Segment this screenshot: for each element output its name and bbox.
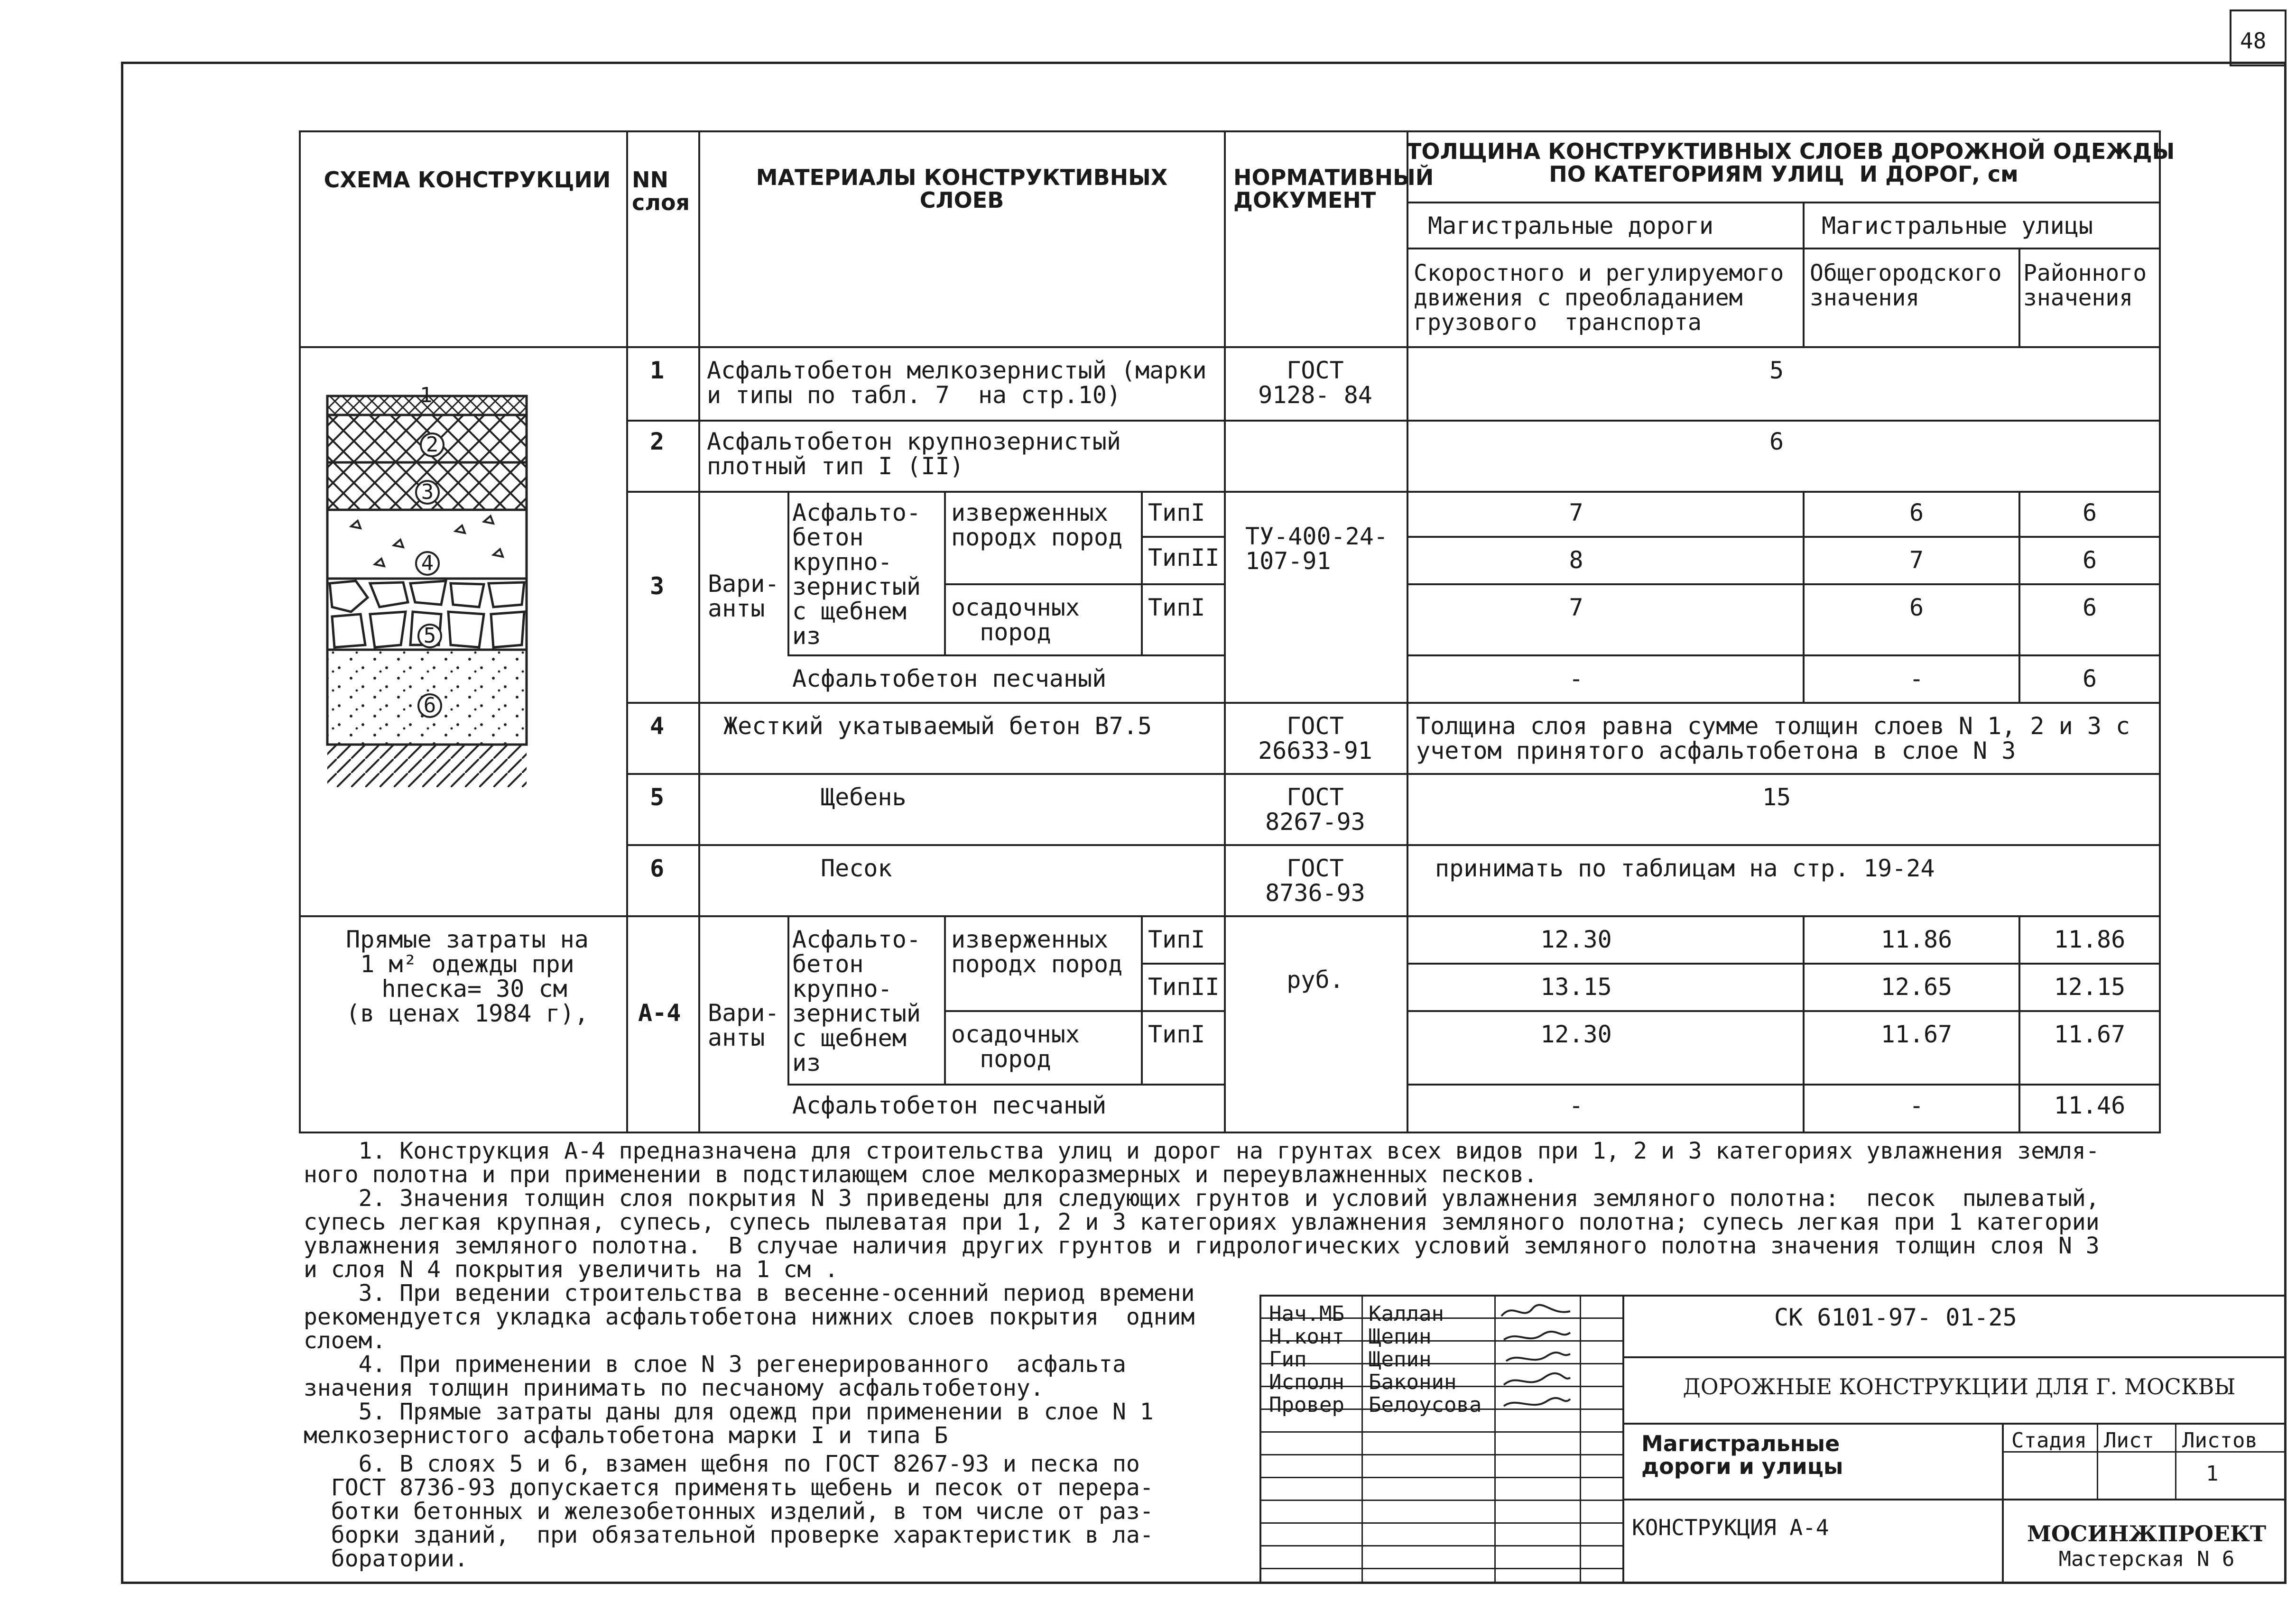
row4-value: Толщина слоя равна сумме толщин слоев N 1, 2 и 3 с учетом принятого асфальтобетона в слое N 3 bbox=[1416, 712, 2130, 764]
row3-sedimentary: осадочных пород bbox=[951, 594, 1080, 646]
signatures bbox=[1499, 1302, 1575, 1420]
a4-v32: 11.46 bbox=[2054, 1092, 2126, 1119]
row4-doc: ГОСТ 26633-91 bbox=[1258, 712, 1372, 764]
row3-ac-label: Асфальто- бетон крупно- зернистый с щебнем из bbox=[792, 499, 921, 650]
stamp-role-1: Нач.МБ bbox=[1269, 1302, 1344, 1326]
table-rule bbox=[787, 1084, 1224, 1086]
stamp-rule bbox=[1259, 1454, 1622, 1455]
notes-line-2: ного полотна и при применении в подстилающем слое мелкоразмерных и переувлажненных песков. bbox=[304, 1161, 1537, 1188]
notes-line-12: 5. Прямые затраты даны для одежд при применении в слое N 1 bbox=[304, 1399, 1154, 1425]
stamp-rule bbox=[2002, 1423, 2004, 1584]
a4-variants: Вари- анты bbox=[708, 999, 779, 1051]
a4-v21: 11.67 bbox=[1880, 1021, 1953, 1048]
row3-v31: - bbox=[1909, 665, 1924, 692]
a4-no: А-4 bbox=[638, 999, 681, 1027]
notes-line-18: боратории. bbox=[304, 1546, 468, 1572]
schema-label-3: 3 bbox=[415, 480, 440, 505]
stamp-rule bbox=[1622, 1423, 2287, 1425]
row2-no: 2 bbox=[650, 428, 665, 455]
table-rule bbox=[1407, 963, 2161, 965]
table-rule bbox=[626, 491, 2161, 493]
header-layer-no: NN слоя bbox=[632, 167, 690, 215]
table-rule bbox=[698, 130, 700, 1133]
a4-v02: 11.86 bbox=[2054, 926, 2126, 953]
page-number: 48 bbox=[2240, 28, 2267, 54]
a4-type1: ТипI bbox=[1148, 926, 1205, 953]
stamp-name-4: Баконин bbox=[1369, 1370, 1457, 1394]
a4-sedimentary: осадочных пород bbox=[951, 1021, 1080, 1073]
notes-line-14: 6. В слоях 5 и 6, взамен щебня по ГОСТ 8267-93 и песка по bbox=[304, 1451, 1140, 1477]
row3-v01: 6 bbox=[1909, 499, 1924, 526]
row3-v10: 8 bbox=[1569, 546, 1583, 574]
header-materials: МАТЕРИАЛЫ КОНСТРУКТИВНЫХ СЛОЕВ bbox=[756, 165, 1168, 213]
table-rule bbox=[626, 702, 2161, 704]
table-rule bbox=[944, 491, 946, 654]
row6-no: 6 bbox=[650, 855, 665, 882]
stamp-rule bbox=[1580, 1295, 1581, 1584]
stamp-role-3: Гип bbox=[1269, 1347, 1307, 1371]
stamp-construction: КОНСТРУКЦИЯ А-4 bbox=[1632, 1515, 1829, 1540]
stamp-name-1: Каллан bbox=[1369, 1302, 1444, 1326]
stamp-rule bbox=[1259, 1431, 1622, 1433]
table-rule bbox=[626, 773, 2161, 775]
table-rule bbox=[698, 420, 1224, 422]
row1-value: 5 bbox=[1769, 357, 1784, 384]
stamp-sheet-header: Лист bbox=[2104, 1428, 2154, 1453]
table-rule bbox=[1407, 654, 2161, 656]
header-main-streets: Магистральные улицы bbox=[1822, 212, 2093, 239]
notes-line-1: 1. Конструкция А-4 предназначена для строительства улиц и дорог на грунтах всех видов при 1, 2 и 3 категориях увлажнения земля- bbox=[304, 1138, 2100, 1164]
row3-v02: 6 bbox=[2082, 499, 2097, 526]
row1-doc: ГОСТ 9128- 84 bbox=[1258, 357, 1372, 409]
stamp-role-5: Провер bbox=[1269, 1393, 1344, 1417]
table-rule bbox=[1407, 1084, 2161, 1086]
a4-v10: 13.15 bbox=[1540, 973, 1612, 1001]
row23-doc: ТУ-400-24- 107-91 bbox=[1245, 523, 1389, 575]
a4-doc: руб. bbox=[1287, 966, 1344, 994]
notes-line-9: слоем. bbox=[304, 1327, 386, 1354]
table-rule bbox=[1407, 202, 2161, 203]
row6-value: принимать по таблицам на стр. 19-24 bbox=[1435, 855, 1935, 882]
notes-line-7: 3. При ведении строительства в весенне-осенний период времени bbox=[304, 1280, 1195, 1307]
row5-no: 5 bbox=[650, 783, 665, 811]
a4-type1b: ТипI bbox=[1148, 1021, 1205, 1048]
table-rule bbox=[1407, 248, 2161, 249]
stamp-subject: Магистральные дороги и улицы bbox=[1641, 1431, 1843, 1479]
notes-line-16: ботки бетонных и железобетонных изделий, в том числе от раз- bbox=[304, 1498, 1154, 1525]
table-rule bbox=[1141, 915, 1143, 1084]
table-rule bbox=[1407, 583, 2161, 585]
notes-line-10: 4. При применении в слое N 3 регенерированного асфальта bbox=[304, 1351, 1126, 1378]
row3-v32: 6 bbox=[2082, 665, 2097, 692]
stamp-name-2: Щепин bbox=[1369, 1325, 1432, 1349]
notes-line-4: супесь легкая крупная, супесь, супесь пылеватая при 1, 2 и 3 категориях увлажнения земляного полотна; супесь легкая при 1 категории bbox=[304, 1209, 2100, 1235]
row3-igneous: изверженных породх пород bbox=[951, 499, 1123, 551]
row4-no: 4 bbox=[650, 712, 665, 740]
notes-line-6: и слоя N 4 покрытия увеличить на 1 см . bbox=[304, 1256, 839, 1283]
row6-doc: ГОСТ 8736-93 bbox=[1265, 855, 1365, 907]
stamp-code: СК 6101-97- 01-25 bbox=[1774, 1304, 2017, 1331]
header-sub-city: Общегородского значения bbox=[1810, 260, 2002, 311]
a4-v22: 11.67 bbox=[2054, 1021, 2126, 1048]
table-rule bbox=[299, 915, 2161, 917]
table-rule bbox=[626, 844, 2161, 846]
subgrade-hatch bbox=[327, 745, 527, 787]
notes-line-13: мелкозернистого асфальтобетона марки I и типа Б bbox=[304, 1422, 948, 1449]
row2-material: Асфальтобетон крупнозернистый плотный тип I (II) bbox=[707, 428, 1121, 480]
a4-v30: - bbox=[1569, 1092, 1583, 1119]
row6-material: Песок bbox=[821, 855, 892, 882]
row4-material: Жесткий укатываемый бетон В7.5 bbox=[723, 712, 1152, 740]
row3-type2: ТипII bbox=[1148, 544, 1220, 571]
a4-v00: 12.30 bbox=[1540, 926, 1612, 953]
a4-type2: ТипII bbox=[1148, 973, 1220, 1001]
stamp-rule bbox=[2097, 1423, 2098, 1499]
stamp-stage-header: Стадия bbox=[2011, 1428, 2087, 1453]
table-rule bbox=[944, 1010, 1224, 1012]
table-rule bbox=[1141, 536, 1224, 538]
table-rule bbox=[1141, 491, 1143, 654]
notes-line-5: увлажнения земляного полотна. В случае наличия других грунтов и гидрологических условий земляного полотна значения толщин слоя N 3 bbox=[304, 1233, 2100, 1259]
a4-ac-label: Асфальто- бетон крупно- зернистый с щебнем из bbox=[792, 926, 921, 1077]
table-rule bbox=[944, 583, 1224, 585]
row3-v11: 7 bbox=[1909, 546, 1924, 574]
stamp-rule bbox=[1622, 1499, 2287, 1500]
row1-material: Асфальтобетон мелкозернистый (марки и типы по табл. 7 на стр.10) bbox=[707, 357, 1207, 409]
row3-type1b: ТипI bbox=[1148, 594, 1205, 621]
stamp-rule bbox=[1259, 1477, 1622, 1478]
a4-sand-ac: Асфальтобетон песчаный bbox=[792, 1092, 1107, 1119]
table-rule bbox=[1407, 536, 2161, 538]
table-rule bbox=[1141, 963, 1224, 965]
stamp-name-5: Белоусова bbox=[1369, 1393, 1482, 1417]
stamp-sheets-header: Листов bbox=[2182, 1428, 2258, 1453]
header-main-roads: Магистральные дороги bbox=[1428, 212, 1714, 239]
stamp-rule bbox=[1259, 1568, 1622, 1569]
stamp-org: МОСИНЖПРОЕКТ bbox=[2027, 1521, 2267, 1546]
stamp-title: ДОРОЖНЫЕ КОНСТРУКЦИИ ДЛЯ Г. МОСКВЫ bbox=[1683, 1374, 2236, 1399]
schema-label-6: 6 bbox=[417, 693, 442, 718]
table-rule bbox=[1803, 202, 1805, 346]
table-rule bbox=[1224, 130, 1226, 1133]
schema-label-4: 4 bbox=[415, 551, 440, 576]
row3-variants: Вари- анты bbox=[708, 570, 779, 622]
row3-v22: 6 bbox=[2082, 594, 2097, 621]
a4-label: Прямые затраты на 1 м² одежды при hпеска= 30 см (в ценах 1984 г), bbox=[346, 926, 589, 1027]
row3-sand-ac: Асфальтобетон песчаный bbox=[792, 665, 1107, 692]
schema-label-5: 5 bbox=[417, 624, 442, 648]
row5-material: Щебень bbox=[821, 783, 907, 811]
row1-no: 1 bbox=[650, 357, 665, 384]
table-rule bbox=[2018, 248, 2020, 346]
notes-line-15: ГОСТ 8736-93 допускается применять щебень и песок от перера- bbox=[304, 1474, 1154, 1501]
header-thickness: ТОЛЩИНА КОНСТРУКТИВНЫХ СЛОЕВ ДОРОЖНОЙ ОДЕЖДЫ ПО КАТЕГОРИЯМ УЛИЦ И ДОРОГ, см bbox=[1407, 138, 2175, 187]
notes-line-17: борки зданий, при обязательной проверке характеристик в ла- bbox=[304, 1522, 1154, 1548]
row5-doc: ГОСТ 8267-93 bbox=[1265, 783, 1365, 836]
stamp-workshop: Мастерская N 6 bbox=[2058, 1547, 2235, 1571]
row5-value: 15 bbox=[1762, 783, 1791, 811]
stamp-rule bbox=[1361, 1295, 1363, 1584]
row3-no: 3 bbox=[650, 572, 665, 600]
table-rule bbox=[299, 346, 2161, 348]
stamp-rule bbox=[1494, 1295, 1496, 1584]
a4-v12: 12.15 bbox=[2054, 973, 2126, 1001]
a4-igneous: изверженных породх пород bbox=[951, 926, 1123, 978]
stamp-rule bbox=[1259, 1545, 1622, 1546]
stamp-rule bbox=[1259, 1500, 1622, 1501]
header-sub-fast: Скоростного и регулируемого движения с преобладанием грузового транспорта bbox=[1414, 260, 1784, 336]
row3-v30: - bbox=[1569, 665, 1583, 692]
table-rule bbox=[1407, 1010, 2161, 1012]
schema-label-1: 1 bbox=[420, 383, 433, 407]
a4-v20: 12.30 bbox=[1540, 1021, 1612, 1048]
table-rule bbox=[944, 915, 946, 1084]
notes-line-11: значения толщин принимать по песчаному асфальтобетону. bbox=[304, 1375, 1044, 1401]
a4-v31: - bbox=[1909, 1092, 1924, 1119]
a4-v11: 12.65 bbox=[1880, 973, 1953, 1001]
notes-line-3: 2. Значения толщин слоя покрытия N 3 приведены для следующих грунтов и условий увлажнения земляного полотна: песок пылеватый, bbox=[304, 1185, 2100, 1212]
row3-v20: 7 bbox=[1569, 594, 1583, 621]
stamp-sheets-value: 1 bbox=[2206, 1462, 2219, 1486]
table-rule bbox=[787, 491, 789, 654]
stamp-rule bbox=[1622, 1295, 1624, 1584]
row3-v00: 7 bbox=[1569, 499, 1583, 526]
table-rule bbox=[787, 915, 789, 1084]
row2-value: 6 bbox=[1769, 428, 1784, 455]
stamp-name-3: Щепин bbox=[1369, 1347, 1432, 1371]
header-schema: СХЕМА КОНСТРУКЦИИ bbox=[324, 167, 611, 193]
schema-label-2: 2 bbox=[420, 433, 444, 457]
header-sub-district: Районного значения bbox=[2023, 260, 2147, 311]
header-norm-doc: НОРМАТИВНЫЙ ДОКУМЕНТ bbox=[1233, 165, 1434, 213]
a4-v01: 11.86 bbox=[1880, 926, 1953, 953]
table-rule bbox=[787, 654, 1224, 656]
row3-v21: 6 bbox=[1909, 594, 1924, 621]
stamp-role-2: Н.конт bbox=[1269, 1325, 1344, 1349]
stamp-role-4: Исполн bbox=[1269, 1370, 1344, 1394]
row3-v12: 6 bbox=[2082, 546, 2097, 574]
notes-line-8: рекомендуется укладка асфальтобетона нижних слоев покрытия одним bbox=[304, 1304, 1195, 1330]
stamp-rule bbox=[2175, 1423, 2176, 1499]
stamp-rule bbox=[1622, 1356, 2287, 1358]
row3-type1: ТипI bbox=[1148, 499, 1205, 526]
stamp-rule bbox=[1259, 1522, 1622, 1524]
